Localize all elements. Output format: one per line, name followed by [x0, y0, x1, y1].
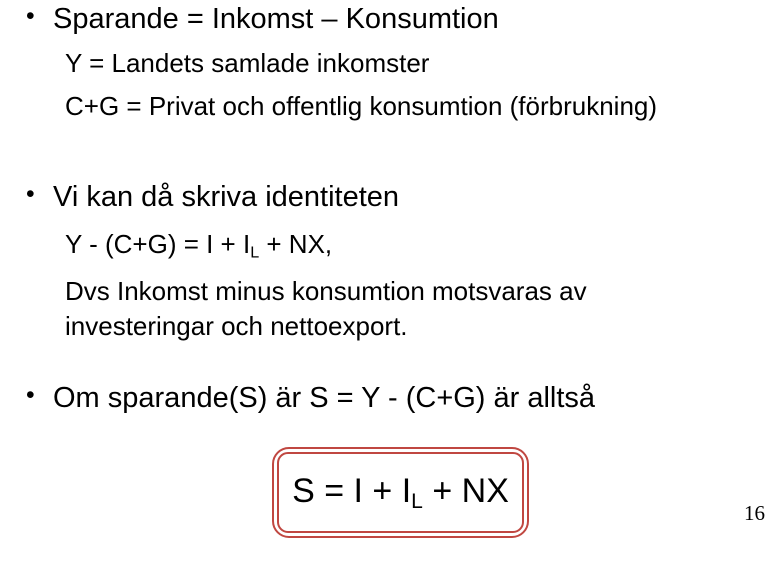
formula-text: Y - (C+G) = I + I: [65, 229, 251, 259]
formula-text: S = I + I: [292, 471, 412, 510]
bullet-1-text: Sparande = Inkomst – Konsumtion: [53, 3, 499, 35]
bullet-marker: •: [26, 181, 35, 208]
bullet-line-2: [26, 180, 400, 215]
highlight-box-inner-border: [277, 452, 524, 533]
bullet-2-text: Vi kan då skriva identiteten: [53, 181, 400, 213]
explanation-line-2: investeringar och nettoexport.: [65, 311, 408, 341]
formula-text: + NX,: [259, 229, 333, 259]
identity-formula: [65, 229, 332, 263]
boxed-formula: [292, 472, 509, 514]
bullet-marker: •: [26, 3, 35, 30]
bullet-line-3: [26, 381, 596, 416]
bullet-line-1: [26, 2, 499, 37]
bullet-1-subline-2: C+G = Privat och offentlig konsumtion (förbrukning): [65, 91, 658, 121]
explanation-line-1: Dvs Inkomst minus konsumtion motsvaras av: [65, 276, 587, 306]
bullet-1-subline-1: Y = Landets samlade inkomster: [65, 48, 430, 78]
bullet-marker: •: [26, 382, 35, 409]
bullet-3-text: Om sparande(S) är S = Y - (C+G) är alltså: [53, 382, 596, 414]
formula-text: + NX: [422, 471, 509, 510]
formula-subscript: L: [411, 489, 423, 513]
highlight-box: [272, 447, 529, 538]
page-number: 16: [744, 501, 765, 525]
formula-subscript: L: [250, 243, 260, 262]
